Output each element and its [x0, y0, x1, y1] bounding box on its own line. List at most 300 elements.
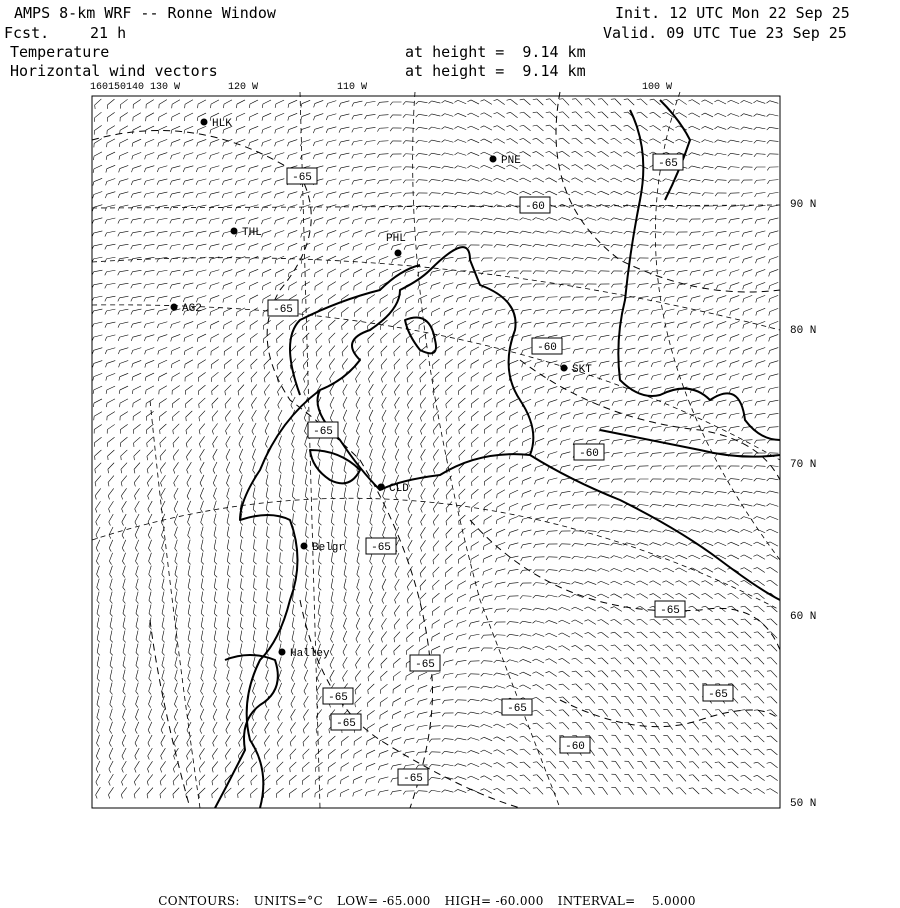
wind-vector: [352, 205, 362, 211]
wind-vector: [248, 179, 258, 185]
wind-vector: [585, 543, 597, 546]
wind-vector: [730, 321, 739, 328]
wind-vector: [651, 335, 661, 341]
wind-vector: [392, 282, 401, 290]
wind-vector: [196, 231, 206, 236]
wind-vector: [689, 645, 699, 651]
wind-vector: [446, 411, 452, 421]
wind-vector: [456, 283, 466, 289]
wind-vector: [480, 776, 491, 780]
wind-vector: [702, 645, 712, 651]
wind-vector: [535, 374, 545, 381]
wind-vector: [729, 413, 740, 418]
wind-vector: [157, 322, 167, 328]
wind-vector: [275, 113, 284, 120]
field-wind-label: Horizontal wind vectors: [10, 62, 218, 80]
wind-vector: [676, 479, 687, 482]
wind-vector: [357, 475, 360, 487]
wind-vector: [171, 334, 181, 341]
station-phl: [386, 233, 406, 257]
wind-vector: [261, 192, 271, 198]
wind-vector: [135, 527, 139, 539]
wind-vector: [481, 218, 493, 221]
wind-vector: [382, 423, 386, 435]
wind-vector: [533, 570, 544, 573]
wind-vector: [459, 411, 466, 421]
wind-vector: [96, 527, 100, 539]
wind-vector: [417, 712, 427, 718]
wind-vector: [122, 722, 125, 734]
wind-vector: [266, 488, 269, 500]
wind-vector: [430, 244, 441, 249]
wind-vector: [598, 671, 608, 677]
wind-vector: [624, 748, 633, 756]
wind-vector: [599, 400, 609, 406]
wind-vector: [651, 387, 661, 393]
wind-vector: [316, 736, 322, 746]
wind-vector: [522, 373, 531, 380]
wind-vector: [442, 764, 454, 767]
wind-vector: [624, 125, 635, 131]
wind-vector: [254, 540, 257, 552]
wind-vector: [110, 644, 113, 656]
latitude-label: 90 N: [790, 199, 816, 211]
wind-vector: [211, 359, 218, 368]
wind-vector: [703, 439, 714, 443]
wind-vector: [369, 436, 372, 448]
wind-vector: [148, 527, 152, 539]
wind-vector: [754, 140, 766, 143]
wind-vector: [429, 101, 441, 104]
wind-vector: [767, 427, 778, 431]
wind-vector: [636, 555, 648, 558]
wind-vector: [223, 321, 231, 329]
wind-vector: [227, 540, 230, 552]
wind-vector: [357, 488, 360, 500]
wind-vector: [236, 295, 245, 303]
wind-vector: [227, 618, 230, 630]
wind-vector: [468, 245, 479, 248]
wind-vector: [572, 671, 583, 677]
contour-label: [308, 422, 338, 438]
wind-vector: [495, 309, 505, 315]
wind-vector: [624, 632, 635, 638]
wind-vector: [572, 297, 583, 301]
wind-vector: [559, 151, 570, 156]
wind-vector: [598, 99, 608, 106]
wind-vector: [611, 722, 620, 729]
wind-vector: [357, 501, 360, 513]
wind-vector: [559, 569, 571, 572]
wind-vector: [481, 699, 493, 702]
wind-vector: [689, 193, 701, 196]
wind-vector: [676, 466, 687, 469]
wind-vector: [767, 167, 778, 171]
wind-vector: [560, 426, 570, 432]
wind-vector: [650, 504, 662, 507]
wind-vector: [382, 553, 385, 565]
wind-vector: [743, 361, 753, 368]
contour-label: [366, 538, 396, 554]
wind-vector: [118, 283, 129, 288]
wind-vector: [497, 477, 505, 486]
wind-vector: [729, 218, 740, 223]
wind-vector: [509, 412, 517, 420]
wind-vector: [135, 514, 139, 526]
wind-vector: [545, 178, 556, 182]
wind-vector: [571, 165, 582, 170]
wind-vector: [212, 385, 219, 395]
wind-vector: [170, 283, 180, 289]
wind-vector: [689, 466, 700, 469]
wind-vector: [133, 99, 141, 108]
wind-vector: [303, 320, 310, 330]
wind-vector: [637, 787, 647, 794]
wind-vector: [352, 218, 362, 224]
wind-vector: [134, 788, 140, 799]
wind-vector: [767, 697, 777, 704]
wind-vector: [768, 387, 778, 393]
wind-vector: [370, 449, 373, 461]
wind-vector: [623, 594, 634, 599]
wind-vector: [380, 711, 388, 720]
wind-vector: [288, 243, 297, 250]
wind-vector: [173, 462, 178, 473]
wind-vector: [133, 412, 141, 421]
wind-vector: [728, 593, 739, 598]
wind-vector: [277, 359, 283, 370]
wind-vector: [740, 529, 752, 532]
wind-vector: [185, 100, 193, 108]
wind-vector: [148, 488, 153, 499]
wind-vector: [650, 696, 659, 703]
wind-vector: [471, 385, 478, 394]
wind-vector: [266, 475, 269, 487]
wind-vector: [344, 579, 347, 591]
wind-vector: [534, 361, 544, 368]
wind-vector: [314, 218, 324, 225]
wind-vector: [497, 425, 505, 434]
wind-vector: [394, 359, 400, 370]
wind-vector: [455, 764, 467, 767]
wind-vector: [651, 426, 662, 431]
wind-vector: [459, 385, 466, 395]
wind-vector: [378, 180, 389, 184]
wind-vector: [227, 553, 230, 565]
wind-vector: [470, 347, 479, 355]
wind-vector: [121, 437, 128, 447]
wind-vector: [446, 528, 452, 538]
wind-vector: [533, 762, 543, 768]
contour-label: [268, 300, 298, 316]
wind-vector: [689, 736, 699, 743]
wind-vector: [301, 113, 311, 120]
wind-vector: [214, 501, 217, 513]
wind-vector: [611, 684, 621, 691]
wind-vector: [416, 101, 428, 104]
wind-vector: [277, 346, 283, 356]
wind-vector: [186, 748, 191, 759]
wind-vector: [483, 542, 492, 550]
wind-vector: [92, 244, 102, 250]
wind-vector: [251, 372, 257, 383]
wind-vector: [442, 739, 454, 742]
wind-vector: [252, 722, 257, 733]
wind-vector: [170, 296, 180, 302]
wind-vector: [716, 440, 727, 444]
wind-vector: [715, 517, 727, 520]
wind-vector: [446, 502, 452, 513]
wind-vector: [637, 696, 646, 703]
wind-vector: [429, 114, 441, 117]
wind-vector: [288, 269, 297, 277]
wind-vector: [728, 658, 738, 665]
wind-vector: [365, 790, 375, 796]
wind-vector: [366, 269, 375, 277]
wind-vector: [378, 205, 389, 210]
wind-vector: [377, 115, 388, 119]
wind-vector: [131, 348, 141, 355]
wind-vector: [545, 646, 557, 650]
wind-vector: [433, 593, 440, 603]
wind-vector: [625, 439, 636, 444]
wind-vector: [214, 670, 217, 682]
wind-vector: [743, 321, 752, 328]
wind-vector: [316, 749, 323, 759]
init-time: Init. 12 UTC Mon 22 Sep 25: [615, 4, 850, 22]
wind-vector: [175, 527, 178, 539]
wind-vector: [357, 566, 360, 578]
wind-vector: [382, 449, 385, 461]
wind-vector: [105, 218, 115, 224]
wind-vector: [458, 541, 465, 551]
wind-vector: [702, 710, 712, 717]
wind-vector: [148, 735, 152, 747]
wind-vector: [728, 619, 739, 625]
wind-vector: [328, 749, 335, 759]
wind-vector: [378, 777, 388, 783]
wind-vector: [559, 531, 570, 534]
wind-vector: [469, 296, 479, 302]
wind-vector: [340, 789, 349, 797]
wind-vector: [728, 749, 738, 755]
wind-vector: [730, 361, 740, 368]
wind-vector: [545, 165, 556, 170]
wind-vector: [382, 462, 385, 474]
wind-vector: [585, 297, 596, 301]
wind-vector: [676, 696, 686, 703]
wind-vector: [715, 491, 727, 494]
wind-vector: [534, 322, 545, 327]
wind-vector: [483, 334, 492, 341]
wind-vector: [342, 346, 348, 357]
wind-vector: [251, 775, 257, 785]
wind-vector: [507, 762, 518, 767]
wind-vector: [559, 787, 569, 794]
wind-vector: [507, 271, 518, 274]
wind-vector: [379, 724, 388, 732]
wind-vector: [714, 113, 726, 116]
wind-vector: [357, 540, 360, 552]
wind-vector: [305, 449, 308, 461]
wind-vector: [469, 309, 479, 316]
wind-vector: [161, 748, 166, 759]
wind-vector: [183, 218, 194, 223]
wind-vector: [689, 517, 701, 520]
wind-vector: [198, 372, 205, 381]
wind-vector: [611, 517, 623, 520]
wind-vector: [395, 579, 400, 590]
wind-vector: [353, 269, 362, 277]
wind-vector: [584, 191, 596, 195]
wind-vector: [494, 673, 506, 676]
wind-vector: [715, 632, 725, 638]
wind-vector: [444, 647, 454, 654]
wind-vector: [455, 700, 466, 703]
wind-vector: [730, 283, 740, 290]
wind-vector: [110, 631, 113, 643]
wind-vector: [611, 761, 620, 769]
wind-vector: [381, 359, 387, 370]
wind-vector: [522, 477, 531, 484]
wind-vector: [369, 579, 372, 591]
wind-vector: [367, 295, 375, 304]
wind-vector: [211, 347, 219, 356]
wind-vector: [106, 399, 115, 407]
wind-vector: [92, 309, 102, 314]
wind-vector: [305, 501, 308, 513]
wind-vector: [756, 308, 765, 315]
wind-vector: [701, 100, 713, 104]
wind-vector: [558, 646, 569, 651]
wind-vector: [598, 697, 608, 704]
wind-vector: [442, 192, 454, 195]
wind-vector: [416, 140, 428, 143]
wind-vector: [118, 179, 128, 185]
wind-vector: [520, 596, 532, 599]
wind-vector: [455, 674, 466, 678]
wind-vector: [96, 540, 100, 552]
wind-vector: [96, 748, 99, 760]
wind-vector: [339, 179, 349, 185]
wind-vector: [122, 748, 126, 760]
wind-vector: [545, 659, 556, 664]
wind-vector: [481, 686, 493, 689]
wind-vector: [314, 269, 322, 277]
wind-vector: [546, 723, 556, 729]
wind-vector: [767, 723, 777, 729]
wind-vector: [480, 126, 492, 130]
wind-vector: [535, 478, 545, 485]
wind-vector: [754, 632, 764, 638]
wind-vector: [689, 632, 699, 638]
wind-vector: [200, 735, 205, 746]
wind-vector: [740, 517, 752, 520]
wind-vector: [377, 128, 388, 132]
wind-vector: [730, 334, 739, 341]
wind-vector: [532, 672, 543, 677]
wind-vector: [420, 423, 425, 434]
wind-vector: [212, 775, 218, 786]
wind-vector: [183, 283, 193, 289]
wind-vector: [662, 543, 674, 546]
wind-vector: [520, 138, 531, 143]
wind-vector: [315, 282, 323, 291]
wind-vector: [162, 670, 164, 682]
wind-vector: [728, 206, 739, 210]
wind-vector: [420, 540, 425, 551]
wind-vector: [280, 514, 283, 526]
wind-vector: [496, 373, 505, 381]
wind-vector: [454, 100, 466, 103]
wind-vector: [240, 605, 243, 617]
wind-vector: [519, 659, 531, 662]
wind-vector: [623, 581, 635, 585]
wind-vector: [585, 151, 596, 156]
wind-vector: [521, 348, 531, 354]
wind-vector: [280, 592, 283, 604]
wind-vector: [249, 244, 259, 251]
wind-vector: [703, 257, 713, 262]
wind-vector: [572, 774, 581, 781]
wind-vector: [343, 644, 347, 656]
latitude-label: 80 N: [790, 325, 816, 337]
wind-vector: [586, 413, 596, 419]
wind-vector: [158, 153, 168, 160]
wind-vector: [118, 296, 129, 301]
wind-vector: [95, 99, 102, 109]
wind-vector: [267, 566, 270, 578]
wind-vector: [612, 400, 622, 406]
wind-vector: [209, 179, 219, 185]
wind-vector: [214, 514, 217, 526]
wind-vector: [122, 774, 127, 785]
wind-vector: [136, 631, 139, 643]
wind-vector: [442, 713, 453, 716]
wind-vector: [637, 505, 649, 508]
wind-vector: [357, 579, 360, 591]
wind-vector: [729, 244, 739, 250]
wind-vector: [495, 322, 505, 328]
wind-vector: [756, 347, 766, 354]
wind-vector: [702, 179, 714, 182]
wind-vector: [277, 333, 284, 343]
wind-vector: [405, 712, 415, 719]
wind-vector: [520, 583, 531, 586]
wind-vector: [432, 606, 439, 615]
wind-vector: [380, 295, 388, 304]
wind-vector: [610, 191, 622, 194]
wind-vector: [210, 100, 218, 108]
wind-vector: [611, 748, 620, 756]
wind-vector: [92, 270, 103, 275]
wind-vector: [494, 775, 505, 780]
wind-vector: [650, 258, 661, 262]
wind-vector: [598, 271, 609, 274]
wind-vector: [239, 696, 242, 708]
wind-vector: [664, 296, 675, 301]
wind-vector: [109, 761, 113, 773]
wind-vector: [559, 257, 571, 260]
wind-vector: [162, 657, 165, 669]
wind-vector: [637, 284, 648, 288]
wind-vector: [754, 167, 765, 170]
wind-vector: [381, 371, 386, 382]
wind-vector: [288, 256, 297, 264]
wind-vector: [366, 777, 376, 784]
wind-vector: [471, 528, 478, 537]
wind-vector: [689, 166, 701, 169]
